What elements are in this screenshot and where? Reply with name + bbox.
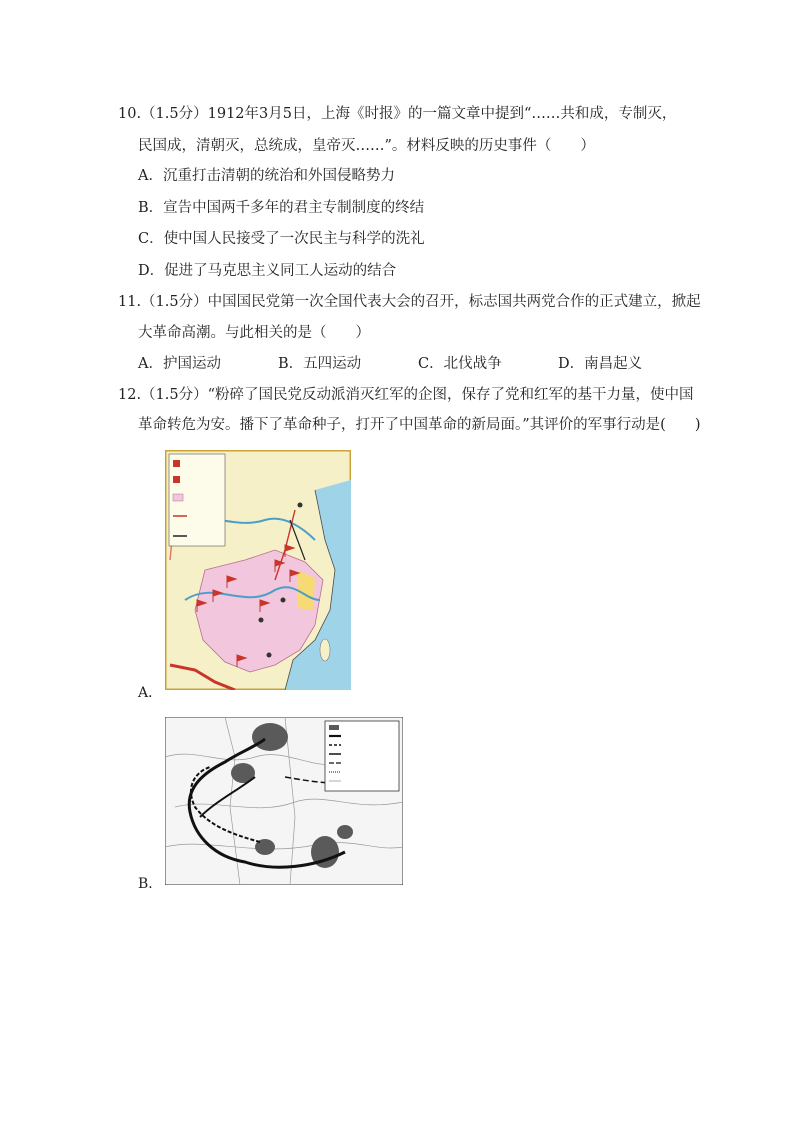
q10-stem-line2: 民国成，清朝灭，总统成，皇帝灭……”。材料反映的历史事件（ ）	[138, 138, 595, 154]
q10-stem-line1: 10.（1.5分）1912年3月5日，上海《时报》的一篇文章中提到“……共和成，专制灭，	[118, 106, 677, 122]
q10-option-b[interactable]: B．宣告中国两千多年的君主专制制度的终结	[138, 200, 425, 216]
q11-option-a[interactable]: A．护国运动	[138, 356, 221, 372]
q11-stem-line1: 11.（1.5分）中国国民党第一次全国代表大会的召开，标志国共两党合作的正式建立，掀起	[118, 294, 701, 310]
q11-stem-line2: 大革命高潮。与此相关的是（ ）	[138, 325, 370, 341]
q12-stem-line2: 革命转危为安。播下了革命种子，打开了中国革命的新局面。”其评价的军事行动是( )	[138, 417, 701, 433]
map-b-image[interactable]	[165, 717, 403, 885]
q12-option-a[interactable]: A．	[138, 685, 163, 701]
q12-option-b[interactable]: B．	[138, 876, 163, 892]
q10-option-d[interactable]: D．促进了马克思主义同工人运动的结合	[138, 263, 397, 279]
q12-stem-line1: 12.（1.5分）“粉碎了国民党反动派消灭红军的企图，保存了党和红军的基干力量，使中国	[118, 387, 694, 403]
q11-option-c[interactable]: C．北伐战争	[418, 356, 502, 372]
q11-option-d[interactable]: D．南昌起义	[558, 356, 643, 372]
q11-option-b[interactable]: B．五四运动	[278, 356, 362, 372]
map-b-svg	[165, 717, 403, 885]
q11-options	[138, 354, 698, 374]
map-a-svg	[165, 450, 351, 690]
map-a-image[interactable]	[165, 450, 351, 690]
q10-option-a[interactable]: A．沉重打击清朝的统治和外国侵略势力	[138, 168, 395, 184]
q10-option-c[interactable]: C．使中国人民接受了一次民主与科学的洗礼	[138, 231, 425, 247]
